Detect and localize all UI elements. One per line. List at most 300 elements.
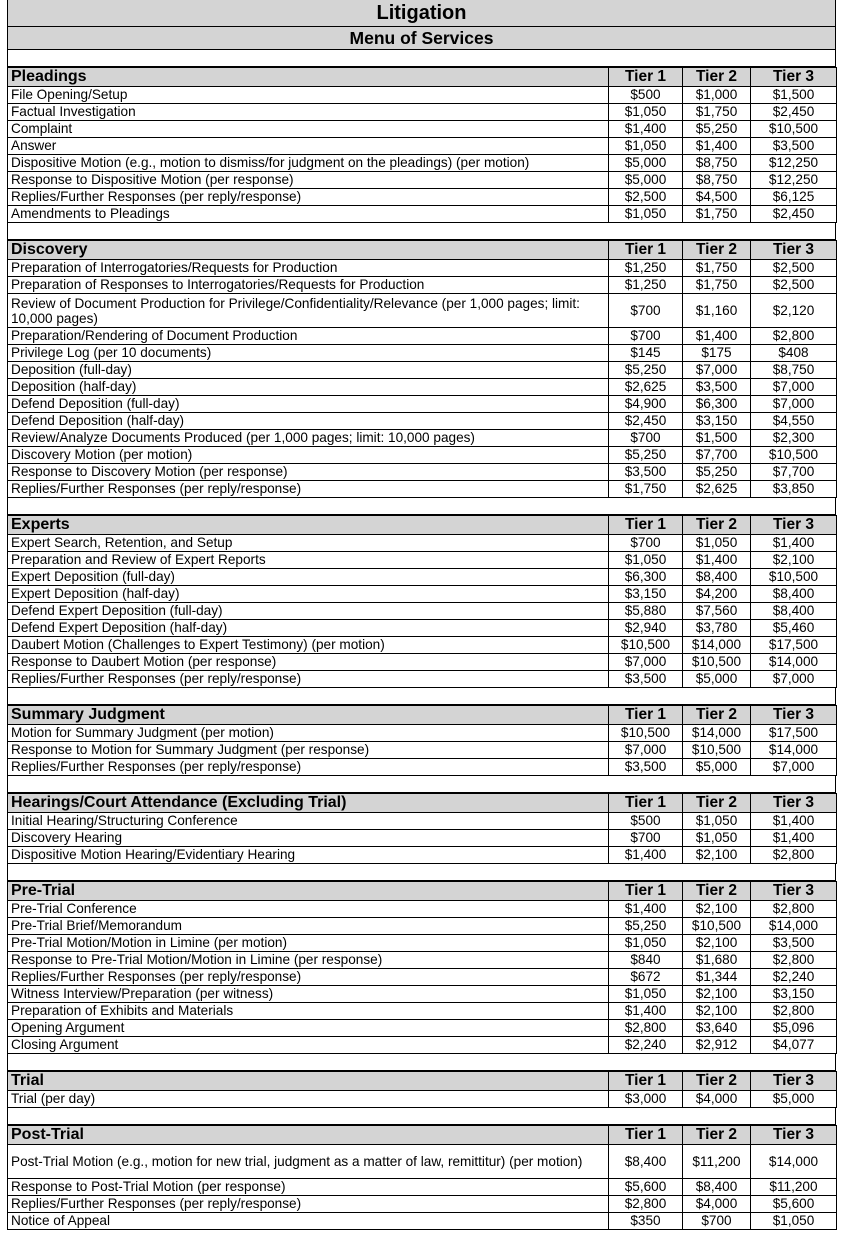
section-spacer [7, 1054, 836, 1071]
tier2-price: $1,160 [683, 294, 751, 328]
tier2-price: $8,750 [683, 155, 751, 172]
tier3-price: $1,400 [751, 813, 837, 830]
tier2-price: $4,500 [683, 189, 751, 206]
tier2-price: $1,400 [683, 138, 751, 155]
tier3-price: $1,400 [751, 830, 837, 847]
service-row [8, 637, 837, 654]
service-name: Initial Hearing/Structuring Conference [8, 813, 609, 830]
section-table-trial [7, 1071, 837, 1108]
tier1-price: $5,000 [609, 172, 683, 189]
service-name: Complaint [8, 121, 609, 138]
tier1-price: $1,050 [609, 935, 683, 952]
tier2-price: $8,750 [683, 172, 751, 189]
service-name: Trial (per day) [8, 1091, 609, 1108]
service-name: Replies/Further Responses (per reply/response) [8, 759, 609, 776]
service-name: Pre-Trial Conference [8, 901, 609, 918]
tier3-price: $10,500 [751, 447, 837, 464]
tier3-price: $7,000 [751, 671, 837, 688]
tier3-price: $408 [751, 345, 837, 362]
service-name: Motion for Summary Judgment (per motion) [8, 725, 609, 742]
service-name: Closing Argument [8, 1037, 609, 1054]
tier-2-heading: Tier 2 [683, 1072, 751, 1091]
section-spacer [7, 498, 836, 515]
service-row [8, 481, 837, 498]
tier2-price: $2,100 [683, 986, 751, 1003]
tier3-price: $7,700 [751, 464, 837, 481]
tier1-price: $1,050 [609, 138, 683, 155]
tier3-price: $2,450 [751, 104, 837, 121]
service-name: Defend Expert Deposition (full-day) [8, 603, 609, 620]
tier-2-heading: Tier 2 [683, 794, 751, 813]
service-name: Preparation of Responses to Interrogatories/Requests for Production [8, 277, 609, 294]
tier-1-heading: Tier 1 [609, 241, 683, 260]
section-table-experts [7, 515, 837, 688]
tier3-price: $14,000 [751, 654, 837, 671]
section-table-pleadings [7, 67, 837, 223]
tier1-price: $2,625 [609, 379, 683, 396]
service-row [8, 206, 837, 223]
tier-2-heading: Tier 2 [683, 882, 751, 901]
service-name: Dispositive Motion (e.g., motion to dismiss/for judgment on the pleadings) (per motion) [8, 155, 609, 172]
tier3-price: $5,600 [751, 1196, 837, 1213]
tier3-price: $2,240 [751, 969, 837, 986]
tier1-price: $10,500 [609, 725, 683, 742]
tier-3-heading: Tier 3 [751, 794, 837, 813]
service-row [8, 759, 837, 776]
tier-2-heading: Tier 2 [683, 241, 751, 260]
tier1-price: $700 [609, 430, 683, 447]
tier1-price: $1,400 [609, 901, 683, 918]
service-name: Deposition (half-day) [8, 379, 609, 396]
tier1-price: $1,050 [609, 206, 683, 223]
tier2-price: $1,050 [683, 813, 751, 830]
tier3-price: $8,750 [751, 362, 837, 379]
service-row [8, 671, 837, 688]
service-row [8, 1020, 837, 1037]
tier2-price: $14,000 [683, 637, 751, 654]
tier-3-heading: Tier 3 [751, 1072, 837, 1091]
tier1-price: $7,000 [609, 654, 683, 671]
service-name: Preparation of Interrogatories/Requests for Production [8, 260, 609, 277]
service-name: Preparation and Review of Expert Reports [8, 552, 609, 569]
tier3-price: $2,800 [751, 328, 837, 345]
tier1-price: $1,250 [609, 277, 683, 294]
tier1-price: $145 [609, 345, 683, 362]
tier1-price: $700 [609, 535, 683, 552]
tier3-price: $5,460 [751, 620, 837, 637]
tier3-price: $5,096 [751, 1020, 837, 1037]
section-header-row [8, 516, 837, 535]
tier3-price: $2,800 [751, 1003, 837, 1020]
section-header-row [8, 1072, 837, 1091]
tier2-price: $1,050 [683, 535, 751, 552]
tier1-price: $5,880 [609, 603, 683, 620]
tier3-price: $3,850 [751, 481, 837, 498]
service-name: Post-Trial Motion (e.g., motion for new trial, judgment as a matter of law, remittitur) (per motion) [8, 1145, 609, 1179]
tier3-price: $6,125 [751, 189, 837, 206]
section-spacer [7, 776, 836, 793]
tier1-price: $1,050 [609, 104, 683, 121]
tier-3-heading: Tier 3 [751, 68, 837, 87]
section-table-discovery [7, 240, 837, 498]
tier2-price: $3,640 [683, 1020, 751, 1037]
tier2-price: $3,500 [683, 379, 751, 396]
tier3-price: $12,250 [751, 155, 837, 172]
service-row [8, 654, 837, 671]
service-row [8, 969, 837, 986]
service-name: Preparation of Exhibits and Materials [8, 1003, 609, 1020]
section-header-row [8, 241, 837, 260]
tier3-price: $2,450 [751, 206, 837, 223]
service-row [8, 586, 837, 603]
tier1-price: $1,750 [609, 481, 683, 498]
tier1-price: $2,500 [609, 189, 683, 206]
tier1-price: $1,050 [609, 552, 683, 569]
tier2-price: $7,560 [683, 603, 751, 620]
tier1-price: $2,240 [609, 1037, 683, 1054]
tier2-price: $175 [683, 345, 751, 362]
service-row [8, 1179, 837, 1196]
section-header-row [8, 706, 837, 725]
tier2-price: $1,750 [683, 277, 751, 294]
service-row [8, 328, 837, 345]
service-name: Factual Investigation [8, 104, 609, 121]
tier2-price: $10,500 [683, 654, 751, 671]
tier1-price: $5,250 [609, 918, 683, 935]
service-name: Replies/Further Responses (per reply/response) [8, 481, 609, 498]
service-row [8, 413, 837, 430]
section-table-hearings-court-attendance-excluding-trial [7, 793, 837, 864]
service-name: Pre-Trial Brief/Memorandum [8, 918, 609, 935]
tier3-price: $14,000 [751, 1145, 837, 1179]
service-name: Defend Expert Deposition (half-day) [8, 620, 609, 637]
tier2-price: $2,625 [683, 481, 751, 498]
section-heading: Trial [8, 1072, 609, 1091]
tier2-price: $14,000 [683, 725, 751, 742]
tier1-price: $7,000 [609, 742, 683, 759]
tier1-price: $3,500 [609, 671, 683, 688]
tier2-price: $1,400 [683, 328, 751, 345]
tier2-price: $1,344 [683, 969, 751, 986]
service-name: Preparation/Rendering of Document Production [8, 328, 609, 345]
tier3-price: $3,500 [751, 138, 837, 155]
tier1-price: $1,400 [609, 121, 683, 138]
service-row [8, 952, 837, 969]
service-row [8, 294, 837, 328]
tier2-price: $5,250 [683, 121, 751, 138]
tier3-price: $1,400 [751, 535, 837, 552]
document-subtitle: Menu of Services [7, 27, 836, 50]
tier2-price: $1,400 [683, 552, 751, 569]
service-row [8, 725, 837, 742]
service-name: Privilege Log (per 10 documents) [8, 345, 609, 362]
tier1-price: $5,000 [609, 155, 683, 172]
service-name: Defend Deposition (full-day) [8, 396, 609, 413]
service-name: Dispositive Motion Hearing/Evidentiary Hearing [8, 847, 609, 864]
tier2-price: $2,100 [683, 935, 751, 952]
tier2-price: $1,500 [683, 430, 751, 447]
tier2-price: $700 [683, 1213, 751, 1230]
section-heading: Discovery [8, 241, 609, 260]
service-name: Expert Deposition (half-day) [8, 586, 609, 603]
tier3-price: $2,300 [751, 430, 837, 447]
tier2-price: $7,000 [683, 362, 751, 379]
tier2-price: $3,780 [683, 620, 751, 637]
tier2-price: $1,750 [683, 260, 751, 277]
tier1-price: $3,500 [609, 759, 683, 776]
tier2-price: $2,100 [683, 1003, 751, 1020]
tier1-price: $5,250 [609, 447, 683, 464]
tier2-price: $2,912 [683, 1037, 751, 1054]
tier-1-heading: Tier 1 [609, 1126, 683, 1145]
service-row [8, 830, 837, 847]
service-row [8, 552, 837, 569]
tier2-price: $5,000 [683, 671, 751, 688]
service-row [8, 87, 837, 104]
tier-3-heading: Tier 3 [751, 516, 837, 535]
service-name: Expert Deposition (full-day) [8, 569, 609, 586]
tier2-price: $10,500 [683, 918, 751, 935]
tier-2-heading: Tier 2 [683, 516, 751, 535]
service-row [8, 813, 837, 830]
tier-1-heading: Tier 1 [609, 1072, 683, 1091]
tier3-price: $8,400 [751, 586, 837, 603]
service-row [8, 986, 837, 1003]
service-name: Response to Motion for Summary Judgment (per response) [8, 742, 609, 759]
tier1-price: $3,500 [609, 464, 683, 481]
service-name: Notice of Appeal [8, 1213, 609, 1230]
service-row [8, 121, 837, 138]
tier2-price: $1,750 [683, 206, 751, 223]
service-name: Daubert Motion (Challenges to Expert Testimony) (per motion) [8, 637, 609, 654]
tier-1-heading: Tier 1 [609, 882, 683, 901]
service-row [8, 935, 837, 952]
tier3-price: $17,500 [751, 725, 837, 742]
tier2-price: $5,000 [683, 759, 751, 776]
tier1-price: $1,250 [609, 260, 683, 277]
service-row [8, 277, 837, 294]
tier3-price: $2,500 [751, 277, 837, 294]
tier3-price: $5,000 [751, 1091, 837, 1108]
service-row [8, 569, 837, 586]
section-header-row [8, 1126, 837, 1145]
tier1-price: $1,050 [609, 986, 683, 1003]
service-name: Pre-Trial Motion/Motion in Limine (per motion) [8, 935, 609, 952]
service-name: File Opening/Setup [8, 87, 609, 104]
tier2-price: $8,400 [683, 1179, 751, 1196]
tier-3-heading: Tier 3 [751, 1126, 837, 1145]
service-name: Opening Argument [8, 1020, 609, 1037]
tier3-price: $14,000 [751, 742, 837, 759]
service-row [8, 447, 837, 464]
tier-1-heading: Tier 1 [609, 68, 683, 87]
tier-2-heading: Tier 2 [683, 706, 751, 725]
tier2-price: $7,700 [683, 447, 751, 464]
service-row [8, 345, 837, 362]
litigation-menu-document [7, 0, 836, 1230]
sections-container [7, 50, 836, 1230]
service-name: Replies/Further Responses (per reply/response) [8, 969, 609, 986]
tier3-price: $1,500 [751, 87, 837, 104]
service-row [8, 104, 837, 121]
tier-1-heading: Tier 1 [609, 794, 683, 813]
service-row [8, 620, 837, 637]
service-name: Response to Discovery Motion (per response) [8, 464, 609, 481]
service-row [8, 1213, 837, 1230]
section-heading: Pre-Trial [8, 882, 609, 901]
tier2-price: $4,000 [683, 1091, 751, 1108]
tier1-price: $6,300 [609, 569, 683, 586]
tier3-price: $10,500 [751, 121, 837, 138]
section-header-row [8, 794, 837, 813]
tier1-price: $840 [609, 952, 683, 969]
service-name: Witness Interview/Preparation (per witness) [8, 986, 609, 1003]
section-heading: Summary Judgment [8, 706, 609, 725]
section-heading: Pleadings [8, 68, 609, 87]
section-heading: Experts [8, 516, 609, 535]
tier1-price: $4,900 [609, 396, 683, 413]
tier3-price: $1,050 [751, 1213, 837, 1230]
service-row [8, 155, 837, 172]
tier3-price: $7,000 [751, 379, 837, 396]
tier3-price: $2,800 [751, 847, 837, 864]
section-spacer [7, 1108, 836, 1125]
tier-2-heading: Tier 2 [683, 1126, 751, 1145]
service-row [8, 918, 837, 935]
tier1-price: $2,800 [609, 1020, 683, 1037]
tier2-price: $10,500 [683, 742, 751, 759]
tier1-price: $1,400 [609, 1003, 683, 1020]
tier3-price: $17,500 [751, 637, 837, 654]
tier1-price: $2,940 [609, 620, 683, 637]
service-row [8, 901, 837, 918]
service-name: Replies/Further Responses (per reply/response) [8, 671, 609, 688]
service-name: Expert Search, Retention, and Setup [8, 535, 609, 552]
tier1-price: $700 [609, 328, 683, 345]
tier2-price: $4,000 [683, 1196, 751, 1213]
tier-3-heading: Tier 3 [751, 706, 837, 725]
section-table-post-trial [7, 1125, 837, 1230]
tier2-price: $2,100 [683, 901, 751, 918]
service-name: Response to Dispositive Motion (per response) [8, 172, 609, 189]
service-row [8, 138, 837, 155]
tier3-price: $4,077 [751, 1037, 837, 1054]
service-row [8, 362, 837, 379]
service-row [8, 396, 837, 413]
tier3-price: $2,500 [751, 260, 837, 277]
service-row [8, 379, 837, 396]
tier2-price: $1,050 [683, 830, 751, 847]
section-spacer [7, 50, 836, 67]
service-row [8, 1196, 837, 1213]
service-name: Replies/Further Responses (per reply/response) [8, 189, 609, 206]
tier3-price: $2,100 [751, 552, 837, 569]
tier1-price: $350 [609, 1213, 683, 1230]
service-name: Review/Analyze Documents Produced (per 1,000 pages; limit: 10,000 pages) [8, 430, 609, 447]
service-name: Replies/Further Responses (per reply/response) [8, 1196, 609, 1213]
tier1-price: $2,800 [609, 1196, 683, 1213]
service-name: Response to Pre-Trial Motion/Motion in Limine (per response) [8, 952, 609, 969]
service-row [8, 847, 837, 864]
tier2-price: $8,400 [683, 569, 751, 586]
service-row [8, 1091, 837, 1108]
service-name: Answer [8, 138, 609, 155]
tier-1-heading: Tier 1 [609, 706, 683, 725]
tier-1-heading: Tier 1 [609, 516, 683, 535]
tier1-price: $500 [609, 87, 683, 104]
tier1-price: $5,600 [609, 1179, 683, 1196]
service-row [8, 1145, 837, 1179]
tier3-price: $3,150 [751, 986, 837, 1003]
section-header-row [8, 882, 837, 901]
service-row [8, 742, 837, 759]
section-table-summary-judgment [7, 705, 837, 776]
section-spacer [7, 688, 836, 705]
tier3-price: $8,400 [751, 603, 837, 620]
service-name: Response to Daubert Motion (per response) [8, 654, 609, 671]
service-row [8, 189, 837, 206]
tier2-price: $5,250 [683, 464, 751, 481]
section-table-pre-trial [7, 881, 837, 1054]
tier2-price: $4,200 [683, 586, 751, 603]
service-name: Deposition (full-day) [8, 362, 609, 379]
tier1-price: $700 [609, 294, 683, 328]
service-row [8, 1037, 837, 1054]
service-row [8, 464, 837, 481]
tier3-price: $14,000 [751, 918, 837, 935]
tier1-price: $3,150 [609, 586, 683, 603]
service-row [8, 1003, 837, 1020]
tier1-price: $1,400 [609, 847, 683, 864]
document-title: Litigation [7, 0, 836, 27]
tier3-price: $10,500 [751, 569, 837, 586]
tier1-price: $500 [609, 813, 683, 830]
service-row [8, 172, 837, 189]
tier2-price: $2,100 [683, 847, 751, 864]
section-spacer [7, 864, 836, 881]
tier2-price: $3,150 [683, 413, 751, 430]
service-row [8, 430, 837, 447]
tier1-price: $700 [609, 830, 683, 847]
tier3-price: $2,120 [751, 294, 837, 328]
tier-3-heading: Tier 3 [751, 882, 837, 901]
section-heading: Hearings/Court Attendance (Excluding Trial) [8, 794, 609, 813]
tier1-price: $672 [609, 969, 683, 986]
tier1-price: $8,400 [609, 1145, 683, 1179]
service-row [8, 260, 837, 277]
service-name: Defend Deposition (half-day) [8, 413, 609, 430]
tier2-price: $11,200 [683, 1145, 751, 1179]
tier2-price: $1,750 [683, 104, 751, 121]
service-name: Response to Post-Trial Motion (per response) [8, 1179, 609, 1196]
tier1-price: $2,450 [609, 413, 683, 430]
tier3-price: $12,250 [751, 172, 837, 189]
tier3-price: $2,800 [751, 952, 837, 969]
tier3-price: $7,000 [751, 759, 837, 776]
tier3-price: $4,550 [751, 413, 837, 430]
section-heading: Post-Trial [8, 1126, 609, 1145]
tier1-price: $10,500 [609, 637, 683, 654]
tier3-price: $2,800 [751, 901, 837, 918]
service-name: Review of Document Production for Privilege/Confidentiality/Relevance (per 1,000 pages; limit: 10,000 pages) [8, 294, 609, 328]
service-row [8, 603, 837, 620]
service-row [8, 535, 837, 552]
tier1-price: $5,250 [609, 362, 683, 379]
tier-3-heading: Tier 3 [751, 241, 837, 260]
tier1-price: $3,000 [609, 1091, 683, 1108]
service-name: Discovery Hearing [8, 830, 609, 847]
tier3-price: $11,200 [751, 1179, 837, 1196]
